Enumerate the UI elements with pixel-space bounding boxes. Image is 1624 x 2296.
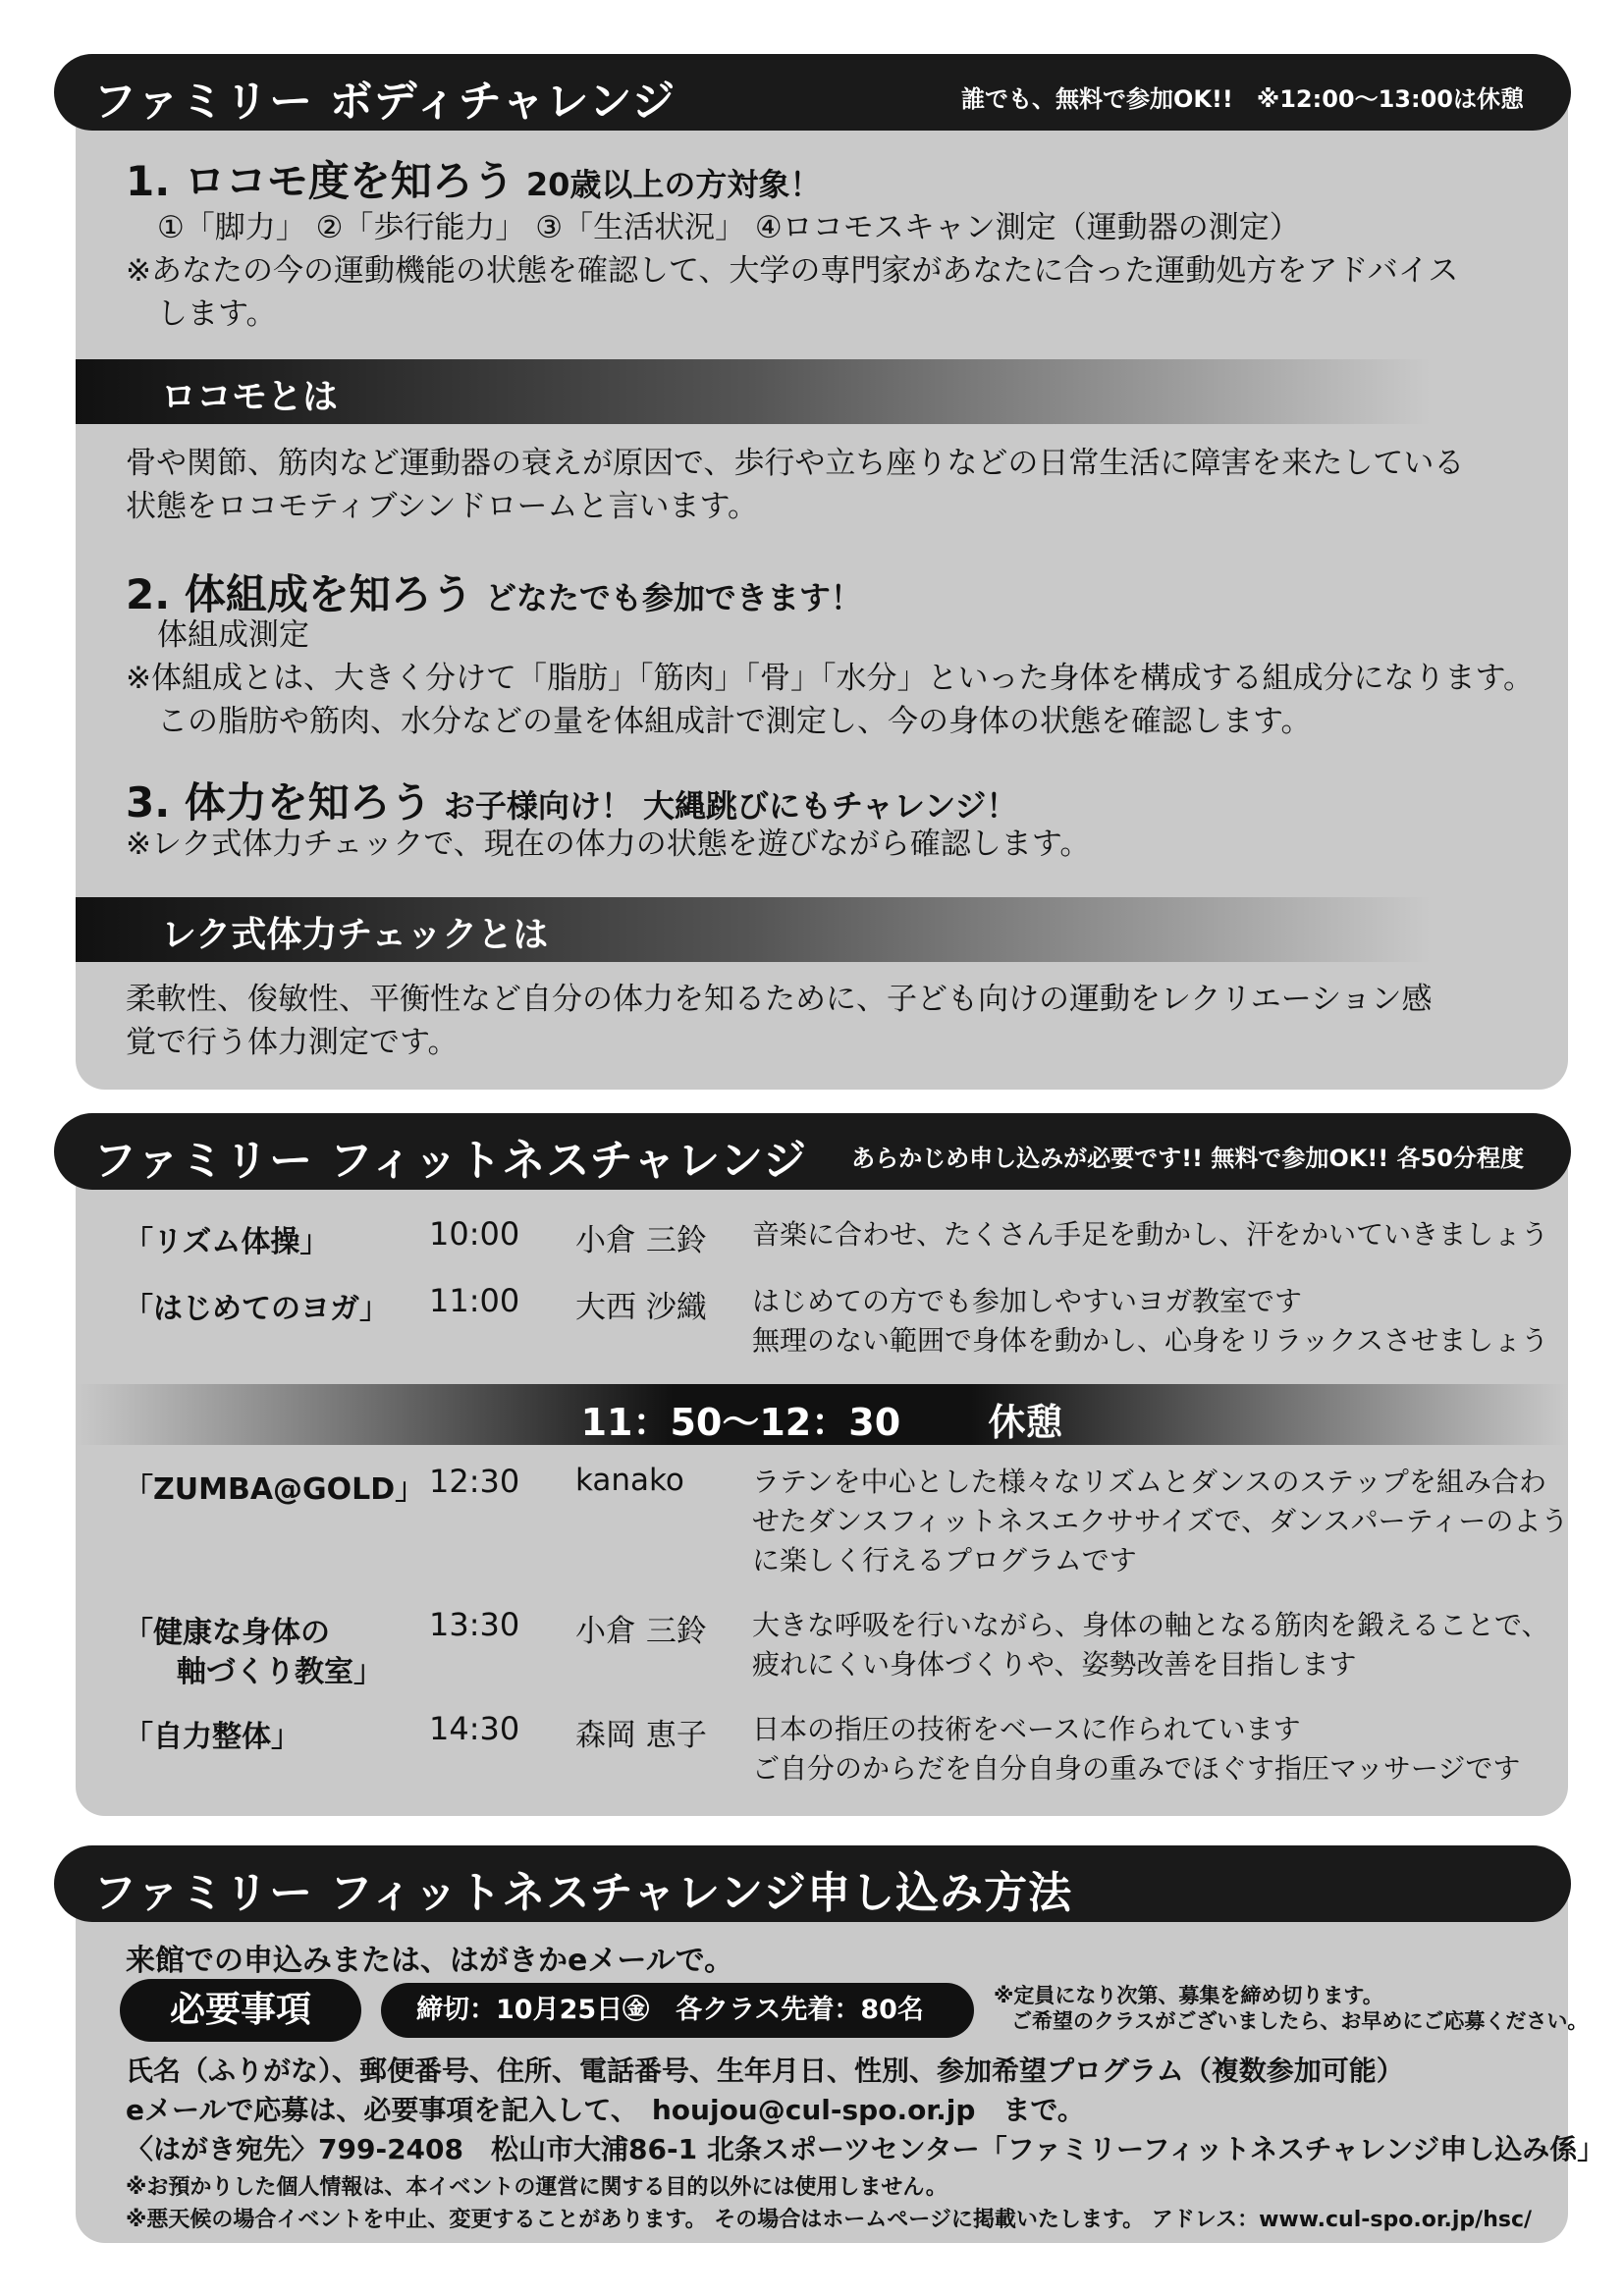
item2-line1: 体組成測定 <box>157 617 309 653</box>
deadline-text: 締切：10月25日㊎ 各クラス先着：80名 <box>416 1995 924 2025</box>
privacy-note: ※お預かりした個人情報は、本イベントの運営に関する目的以外には使用しません。 <box>126 2175 947 2200</box>
item1-target: 20歳以上の方対象！ <box>525 166 822 203</box>
application-intro: 来館での申込みまたは、はがきかeメールで。 <box>126 1944 734 1978</box>
fitness-challenge-header <box>54 1113 1571 1190</box>
class-name: 「リズム体操」 <box>124 1225 330 1259</box>
class-time: 14:30 <box>429 1710 520 1747</box>
class-description: せたダンスフィットネスエクササイズで、ダンスパーティーのよう <box>752 1505 1569 1537</box>
item3-heading-row <box>126 771 1017 829</box>
item1-line2: ※あなたの今の運動機能の状態を確認して、大学の専門家があなたに合った運動処方をアドバイス <box>126 253 1459 289</box>
locomo-subheader <box>76 359 1431 424</box>
class-description: 疲れにくい身体づくりや、姿勢改善を目指します <box>752 1648 1357 1681</box>
rec-line1: 柔軟性、俊敏性、平衡性など自分の体力を知るために、子ども向けの運動をレクリエーション感 <box>126 982 1433 1017</box>
item2-heading-row <box>126 562 862 621</box>
class-instructor: 小倉 三鈴 <box>575 1614 707 1649</box>
section-title: ファミリー フィットネスチャレンジ <box>93 1136 808 1186</box>
break-text <box>76 1392 1568 1446</box>
locomo-title: ロコモとは <box>161 377 339 417</box>
class-time: 11:00 <box>429 1282 520 1319</box>
info-email: eメールで応募は、必要事項を記入して、 houjou@cul-spo.or.jp まで。 <box>126 2094 1085 2126</box>
break-time: 11：50～12：30 <box>580 1401 901 1444</box>
class-time: 10:00 <box>429 1215 520 1253</box>
class-description: 日本の指圧の技術をベースに作られています <box>752 1713 1301 1745</box>
rec-title: レク式体力チェックとは <box>161 915 549 955</box>
required-label-text: 必要事項 <box>169 1990 311 2030</box>
section-note: あらかじめ申し込みが必要です!! 無料で参加OK!! 各50分程度 <box>851 1145 1524 1172</box>
class-instructor: kanako <box>575 1463 684 1498</box>
class-name: 「ZUMBA@GOLD」 <box>124 1472 425 1507</box>
class-instructor: 大西 沙織 <box>575 1290 707 1325</box>
section-title: ファミリー フィットネスチャレンジ申し込み方法 <box>93 1868 1073 1918</box>
item2-line3: この脂肪や筋肉、水分などの量を体組成計で測定し、今の身体の状態を確認します。 <box>157 704 1312 739</box>
rec-line2: 覚で行う体力測定です。 <box>126 1025 459 1060</box>
class-time: 13:30 <box>429 1606 520 1643</box>
item2-heading: 2. 体組成を知ろう <box>126 570 473 618</box>
class-description: 無理のない範囲で身体を動かし、心身をリラックスさせましょう <box>752 1324 1549 1357</box>
application-header <box>54 1845 1571 1922</box>
class-instructor: 小倉 三鈴 <box>575 1223 707 1258</box>
item2-target: どなたでも参加できます！ <box>484 579 862 616</box>
item1-heading: 1. ロコモ度を知ろう <box>126 157 514 205</box>
info-postcard-address: 〈はがき宛先〉799-2408 松山市大浦86-1 北条スポーツセンター「ファミリーフィットネスチャレンジ申し込み係」 <box>126 2133 1605 2165</box>
class-description: ラテンを中心とした様々なリズムとダンスのステップを組み合わ <box>752 1466 1546 1498</box>
capacity-note-1: ※定員になり次第、募集を締め切ります。 <box>994 1984 1383 2007</box>
break-band <box>76 1384 1568 1445</box>
locomo-line2: 状態をロコモティブシンドロームと言います。 <box>126 489 759 524</box>
weather-note: ※悪天候の場合イベントを中止、変更することがあります。 その場合はホームページに掲載いたします。 アドレス：www.cul-spo.or.jp/hsc/ <box>126 2208 1533 2232</box>
section-note: 誰でも、無料で参加OK!! ※12:00～13:00は休憩 <box>960 85 1524 113</box>
class-description: 大きな呼吸を行いながら、身体の軸となる筋肉を鍛えることで、 <box>752 1609 1549 1641</box>
class-name: 「はじめてのヨガ」 <box>124 1292 389 1326</box>
class-description: 音楽に合わせ、たくさん手足を動かし、汗をかいていきましょう <box>752 1218 1549 1251</box>
break-label: 休憩 <box>988 1401 1063 1444</box>
capacity-note-2: ご希望のクラスがございましたら、お早めにご応募ください。 <box>1011 2009 1589 2033</box>
item3-line1: ※レク式体力チェックで、現在の体力の状態を遊びながら確認します。 <box>126 827 1091 862</box>
section-title: ファミリー ボディチャレンジ <box>93 77 677 127</box>
body-challenge-header <box>54 54 1571 131</box>
item2-line2: ※体組成とは、大きく分けて「脂肪」「筋肉」「骨」「水分」といった身体を構成する組成分になります。 <box>126 661 1534 696</box>
class-instructor: 森岡 恵子 <box>575 1718 707 1753</box>
item3-target: お子様向け！ 大縄跳びにもチャレンジ！ <box>443 787 1018 825</box>
class-description: に楽しく行えるプログラムです <box>752 1544 1137 1576</box>
item1-line1: ①「脚力」 ②「歩行能力」 ③「生活状況」 ④ロコモスキャン測定（運動器の測定） <box>157 210 1300 245</box>
item3-heading: 3. 体力を知ろう <box>126 778 432 827</box>
item1-line3: します。 <box>157 296 277 332</box>
rec-subheader <box>76 897 1431 962</box>
info-required-fields: 氏名（ふりがな）、郵便番号、住所、電話番号、生年月日、性別、参加希望プログラム（複数参加可能） <box>126 2055 1404 2087</box>
class-description: ご自分のからだを自分自身の重みでほぐす指圧マッサージです <box>752 1752 1521 1785</box>
class-description: はじめての方でも参加しやすいヨガ教室です <box>752 1285 1303 1317</box>
locomo-line1: 骨や関節、筋肉など運動器の衰えが原因で、歩行や立ち座りなどの日常生活に障害を来たしている <box>126 446 1465 481</box>
item1-heading-row <box>126 149 821 208</box>
class-name: 「健康な身体の <box>124 1616 330 1650</box>
deadline-badge <box>381 1983 974 2038</box>
class-time: 12:30 <box>429 1463 520 1500</box>
class-name: 「自力整体」 <box>124 1720 300 1754</box>
required-label <box>120 1979 361 2042</box>
class-name-line2: 軸づくり教室」 <box>177 1655 383 1689</box>
